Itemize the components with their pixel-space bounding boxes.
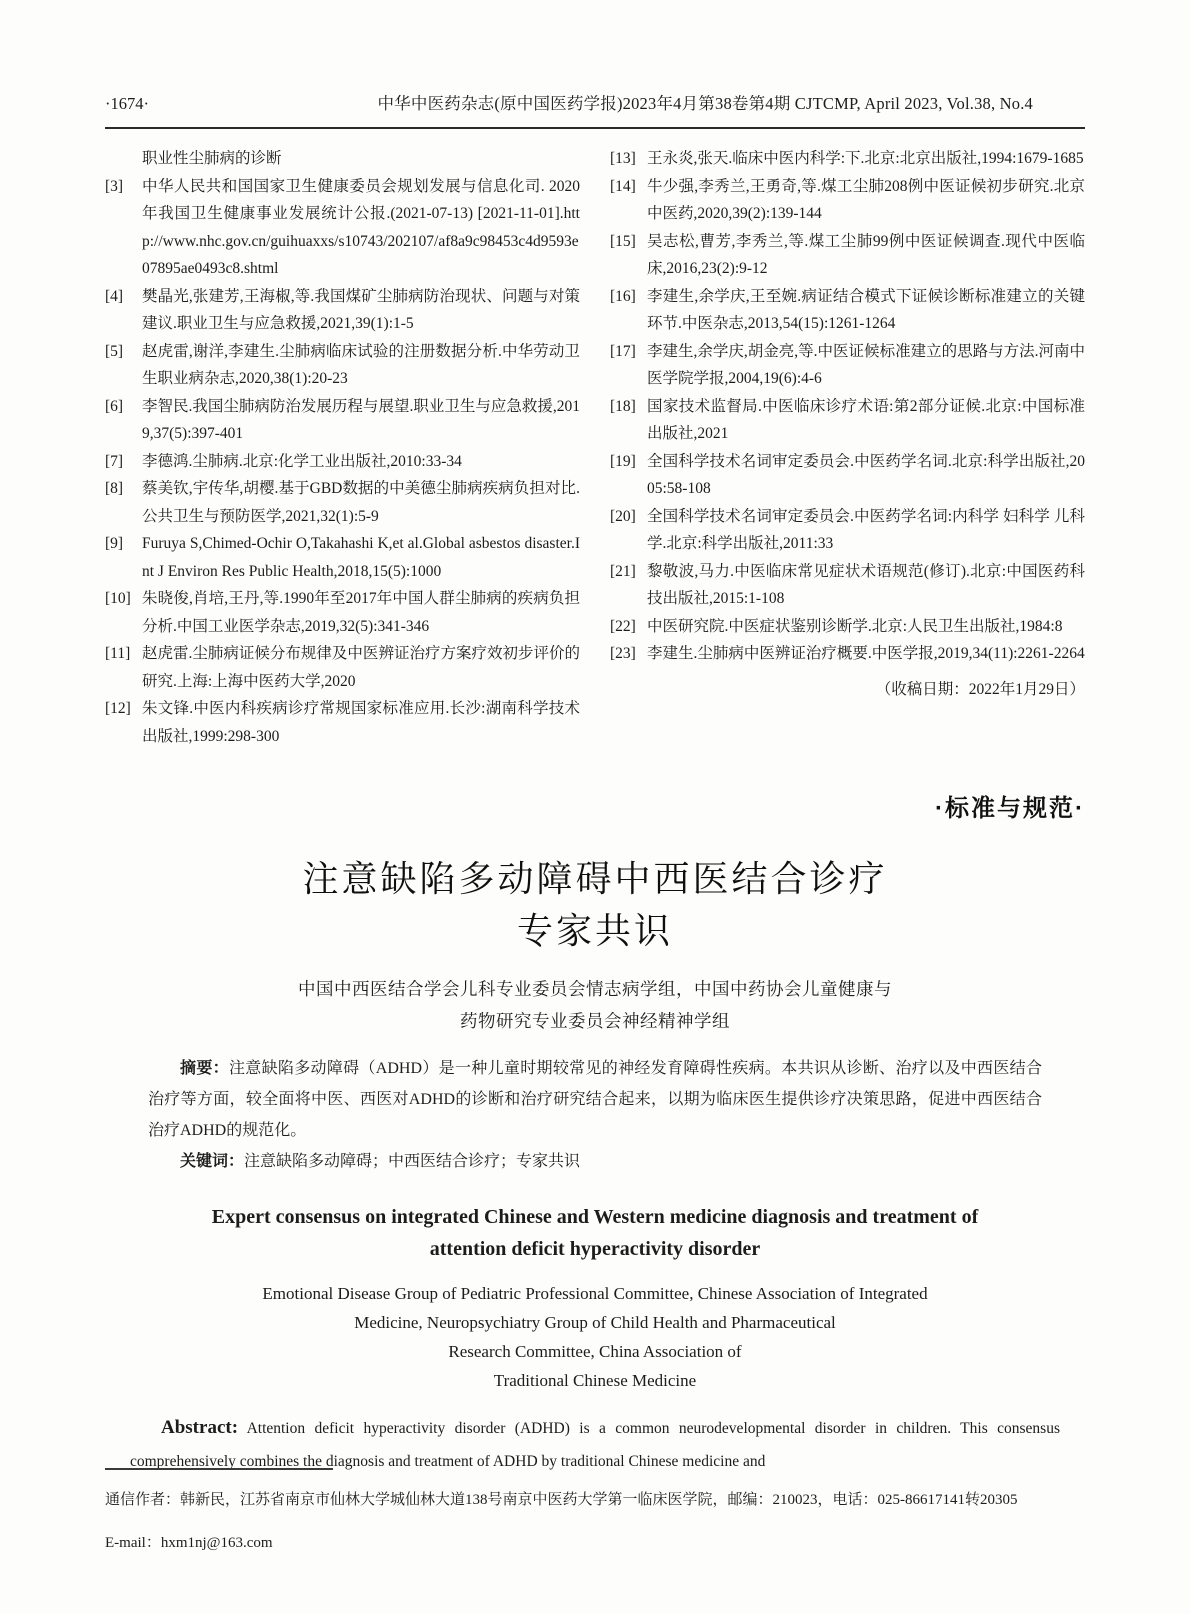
keywords-line: [148, 1146, 1042, 1177]
reference-number: [5]: [105, 342, 124, 360]
article-title-en-line2: attention deficit hyperactivity disorder: [429, 1238, 761, 1260]
abstract-en-text: Attention deficit hyperactivity disorder (ADHD) is a common neurodevelopmental disorder in children. This consensus comprehensively combines the diagnosis and treatment of ADHD by traditional Chinese medicine and: [130, 1420, 1060, 1470]
footnote-divider: [105, 1468, 333, 1470]
references-column-left: [105, 145, 580, 750]
reference-text: 吴志松,曹芳,李秀兰,等.煤工尘肺99例中医证候调查.现代中医临床,2016,23(2):9-12: [647, 232, 1085, 277]
article-title-en-line1: Expert consensus on integrated Chinese and Western medicine diagnosis and treatment of: [211, 1206, 979, 1228]
reference-item: [610, 338, 1085, 393]
reference-text: 牛少强,李秀兰,王勇奇,等.煤工尘肺208例中医证候初步研究.北京中医药,2020,39(2):139-144: [647, 177, 1085, 222]
reference-number: [22]: [610, 617, 636, 635]
abstract-en-label: Abstract:: [161, 1417, 239, 1438]
reference-item: [610, 393, 1085, 448]
reference-text: 赵虎雷.尘肺病证候分布规律及中医辨证治疗方案疗效初步评价的研究.上海:上海中医药大学,2020: [142, 645, 580, 690]
correspondence-email: E-mail：hxm1nj@163.com: [105, 1535, 273, 1551]
reference-number: [14]: [610, 177, 636, 195]
reference-number: [7]: [105, 452, 124, 470]
reference-text: 李建生,余学庆,王至婉.病证结合模式下证候诊断标准建立的关键环节.中医杂志,2013,54(15):1261-1264: [647, 287, 1085, 332]
section-label: ·标准与规范·: [935, 795, 1085, 822]
reference-item: [105, 475, 580, 530]
reference-text: 职业性尘肺病的诊断: [142, 150, 282, 167]
keywords-text: 注意缺陷多动障碍；中西医结合诊疗；专家共识: [244, 1153, 581, 1170]
journal-header-line: 中华中医药杂志(原中国医药学报)2023年4月第38卷第4期 CJTCMP, April 2023, Vol.38, No.4: [377, 94, 1033, 113]
reference-number: [20]: [610, 507, 636, 525]
reference-number: [17]: [610, 342, 636, 360]
references-section: [105, 145, 1085, 750]
reference-item: [610, 558, 1085, 613]
reference-text: 中医研究院.中医症状鉴别诊断学.北京:人民卫生出版社,1984:8: [647, 617, 1063, 635]
article-authors-zh-line1: 中国中西医结合学会儿科专业委员会情志病学组，中国中药协会儿童健康与: [298, 979, 892, 999]
article-authors-en-line3: Research Committee, China Association of: [448, 1342, 742, 1361]
reference-number: [10]: [105, 590, 131, 607]
reference-item: [105, 640, 580, 695]
reference-number: [8]: [105, 480, 124, 497]
reference-text: 赵虎雷,谢洋,李建生.尘肺病临床试验的注册数据分析.中华劳动卫生职业病杂志,2020,38(1):20-23: [142, 342, 580, 387]
reference-text: Furuya S,Chimed-Ochir O,Takahashi K,et al.Global asbestos disaster.Int J Environ Res Public Health,2018,15(5):1000: [142, 535, 580, 580]
reference-item: [105, 695, 580, 750]
reference-item: [610, 503, 1085, 558]
reference-text: 朱晓俊,肖培,王丹,等.1990年至2017年中国人群尘肺病的疾病负担分析.中国工业医学杂志,2019,32(5):341-346: [142, 590, 580, 635]
abstract-zh-paragraph: [148, 1053, 1042, 1146]
reference-text: 李建生,余学庆,胡金亮,等.中医证候标准建立的思路与方法.河南中医学院学报,2004,19(6):4-6: [647, 342, 1085, 387]
references-column-right: [610, 145, 1085, 750]
article-title-en: [105, 1201, 1085, 1265]
article-authors-en-line4: Traditional Chinese Medicine: [493, 1371, 697, 1390]
reference-number: [3]: [105, 177, 124, 195]
reference-item: [105, 145, 580, 173]
reference-text: 朱文锋.中医内科疾病诊疗常规国家标准应用.长沙:湖南科学技术出版社,1999:298-300: [142, 700, 580, 745]
reference-item: [105, 173, 580, 283]
received-date: （收稿日期：2022年1月29日）: [875, 680, 1085, 698]
reference-item: [105, 585, 580, 640]
article-authors-en-line1: Emotional Disease Group of Pediatric Professional Committee, Chinese Association of Integrated: [262, 1284, 928, 1303]
reference-text: 国家技术监督局.中医临床诊疗术语:第2部分证候.北京:中国标准出版社,2021: [647, 397, 1085, 442]
article-authors-zh-line2: 药物研究专业委员会神经精神学组: [460, 1011, 730, 1031]
article-authors-en: [0, 1279, 1190, 1395]
reference-item: [105, 283, 580, 338]
reference-text: 全国科学技术名词审定委员会.中医药学名词.北京:科学出版社,2005:58-108: [647, 452, 1085, 497]
page-header: [105, 90, 1085, 129]
reference-item: [105, 338, 580, 393]
footnote-block: [105, 1468, 1085, 1555]
reference-item: [610, 640, 1085, 668]
reference-number: [16]: [610, 287, 636, 305]
abstract-zh-label: 摘要：: [180, 1060, 229, 1077]
reference-item: [610, 173, 1085, 228]
reference-number: [12]: [105, 700, 131, 717]
reference-number: [23]: [610, 645, 636, 662]
reference-number: [15]: [610, 232, 636, 250]
reference-text: 全国科学技术名词审定委员会.中医药学名词:内科学 妇科学 儿科学.北京:科学出版社,2011:33: [647, 507, 1085, 552]
abstract-zh-text: 注意缺陷多动障碍（ADHD）是一种儿童时期较常见的神经发育障碍性疾病。本共识从诊断、治疗以及中西医结合治疗等方面，较全面将中医、西医对ADHD的诊断和治疗研究结合起来，以期为临床医生提供诊疗决策思路，促进中西医结合治疗ADHD的规范化。: [148, 1060, 1042, 1139]
reference-text: 蔡美钦,宇传华,胡樱.基于GBD数据的中美德尘肺病疾病负担对比.公共卫生与预防医学,2021,32(1):5-9: [142, 480, 580, 525]
correspondence-author-line: 通信作者：韩新民，江苏省南京市仙林大学城仙林大道138号南京中医药大学第一临床医学院，邮编：210023，电话：025-86617141转20305: [105, 1492, 1018, 1508]
article-authors-en-line2: Medicine, Neuropsychiatry Group of Child Health and Pharmaceutical: [354, 1313, 836, 1332]
reference-text: 李德鸿.尘肺病.北京:化学工业出版社,2010:33-34: [142, 452, 462, 470]
article-title-zh: [0, 853, 1190, 957]
article-title-zh-line1: 注意缺陷多动障碍中西医结合诊疗: [302, 859, 888, 899]
reference-text: 黎敬波,马力.中医临床常见症状术语规范(修订).北京:中国医药科技出版社,2015:1-108: [647, 562, 1085, 607]
reference-number: [4]: [105, 287, 124, 305]
reference-item: [610, 228, 1085, 283]
reference-item: [105, 530, 580, 585]
reference-text: 樊晶光,张建芳,王海椒,等.我国煤矿尘肺病防治现状、问题与对策建议.职业卫生与应急救援,2021,39(1):1-5: [142, 287, 580, 332]
reference-item: [610, 145, 1085, 173]
reference-number: [105, 145, 142, 173]
reference-number: [9]: [105, 535, 124, 552]
article-title-zh-line2: 专家共识: [516, 911, 673, 951]
reference-item: [105, 448, 580, 476]
reference-item: [105, 393, 580, 448]
reference-text: 中华人民共和国国家卫生健康委员会规划发展与信息化司. 2020年我国卫生健康事业发展统计公报.(2021-07-13) [2021-11-01].http://www.nhc.gov.cn/guihuaxxs/s10743/202107/af8a9c98453c4d9593e07895ae0493c8.shtml: [142, 177, 580, 277]
reference-number: [13]: [610, 150, 636, 167]
reference-item: [610, 613, 1085, 641]
reference-text: 李智民.我国尘肺病防治发展历程与展望.职业卫生与应急救援,2019,37(5):397-401: [142, 397, 580, 442]
reference-number: [21]: [610, 562, 636, 580]
abstract-zh-block: [148, 1053, 1042, 1177]
reference-number: [6]: [105, 397, 124, 415]
reference-item: [610, 283, 1085, 338]
reference-text: 李建生.尘肺病中医辨证治疗概要.中医学报,2019,34(11):2261-2264: [647, 645, 1085, 662]
reference-number: [11]: [105, 645, 131, 662]
reference-item: [610, 448, 1085, 503]
references-list-right: [610, 145, 1085, 668]
page-number: ·1674·: [105, 94, 149, 113]
keywords-label: 关键词：: [180, 1153, 245, 1170]
reference-text: 王永炎,张天.临床中医内科学:下.北京:北京出版社,1994:1679-1685: [647, 150, 1084, 167]
reference-number: [19]: [610, 452, 636, 470]
article-authors-zh: [0, 973, 1190, 1037]
reference-number: [18]: [610, 397, 636, 415]
